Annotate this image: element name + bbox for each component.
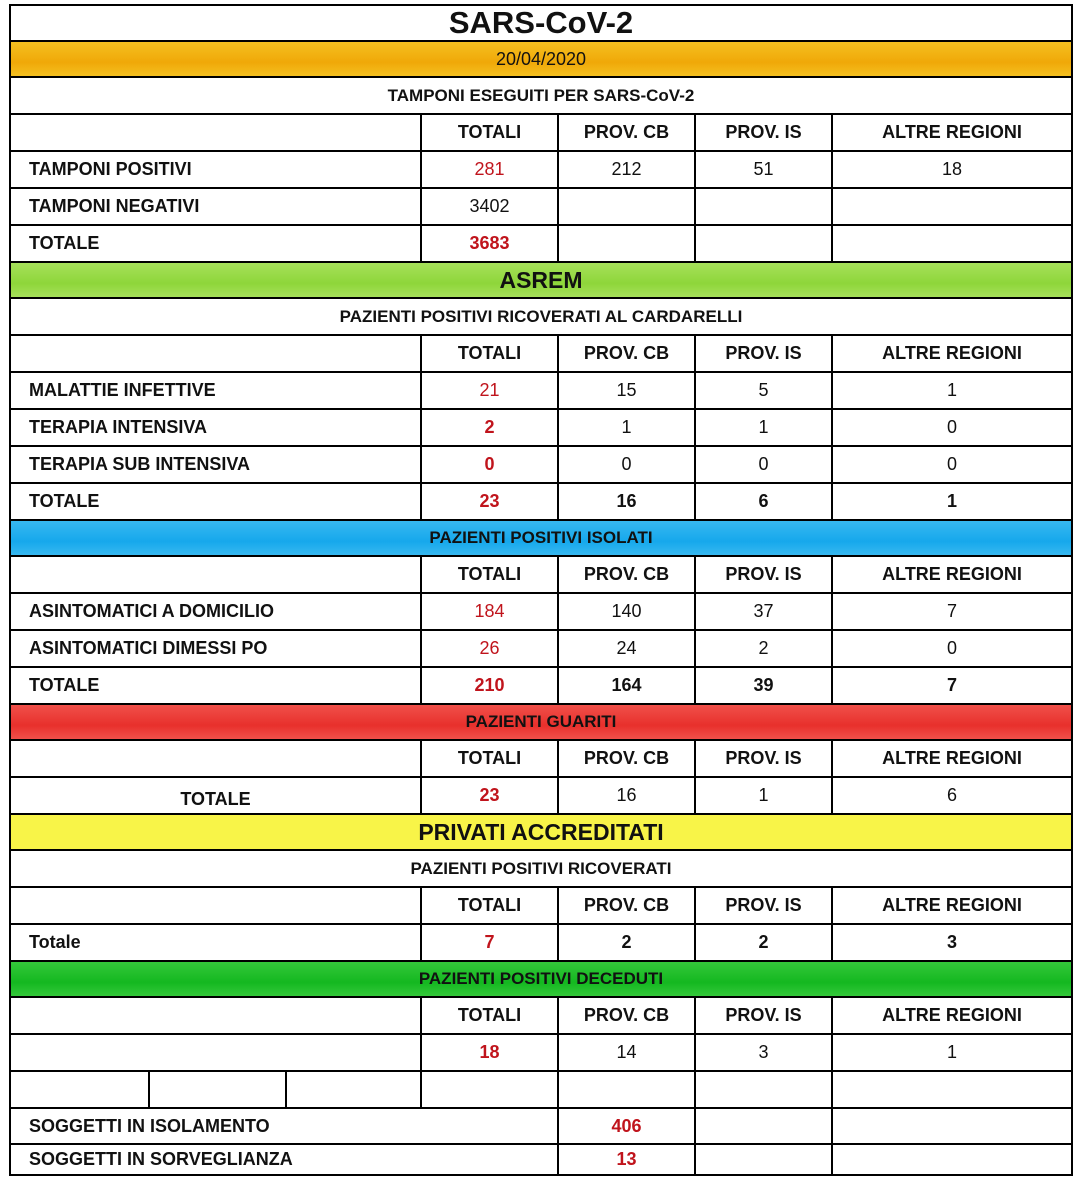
value-prov-cb xyxy=(557,226,694,261)
value-totali: 18 xyxy=(420,1035,557,1070)
blank-cell xyxy=(11,1072,148,1107)
value-altre-regioni: 1 xyxy=(831,484,1071,519)
row-label: TOTALE xyxy=(29,233,100,253)
asrem-subtitle-row xyxy=(9,299,1073,336)
privati-header-row xyxy=(9,888,1073,925)
blank-cell xyxy=(831,1072,1071,1107)
value-totali: 23 xyxy=(420,778,557,813)
row-label: TOTALE xyxy=(29,675,100,695)
asrem-title: ASREM xyxy=(499,266,583,293)
value-prov-is xyxy=(694,226,831,261)
row-label: TERAPIA INTENSIVA xyxy=(29,417,208,437)
blank-cell xyxy=(831,1109,1071,1143)
value-altre-regioni: 3 xyxy=(831,925,1071,960)
row-label: Totale xyxy=(29,932,81,952)
header-empty xyxy=(11,741,420,776)
deceduti-title: PAZIENTI POSITIVI DECEDUTI xyxy=(418,969,664,988)
value-totali: 21 xyxy=(420,373,557,408)
asrem-subtitle: PAZIENTI POSITIVI RICOVERATI AL CARDARELLI xyxy=(339,306,743,326)
value-prov-is: 51 xyxy=(694,152,831,187)
table-row xyxy=(9,189,1073,226)
value-prov-is: 2 xyxy=(694,631,831,666)
title-row xyxy=(9,4,1073,42)
header-totali: TOTALI xyxy=(420,888,557,923)
soggetti-isolamento-value: 406 xyxy=(557,1109,694,1143)
value-altre-regioni xyxy=(831,226,1071,261)
value-totali: 7 xyxy=(420,925,557,960)
blank-row xyxy=(9,1072,1073,1109)
value-prov-cb: 212 xyxy=(557,152,694,187)
row-label xyxy=(11,1035,420,1070)
header-totali: TOTALI xyxy=(420,741,557,776)
guariti-title: PAZIENTI GUARITI xyxy=(465,712,617,731)
privati-subtitle-row xyxy=(9,851,1073,888)
deceduti-title-row xyxy=(9,962,1073,998)
value-prov-cb: 15 xyxy=(557,373,694,408)
value-prov-is: 5 xyxy=(694,373,831,408)
value-prov-cb: 140 xyxy=(557,594,694,629)
report-title: SARS-CoV-2 xyxy=(448,5,634,40)
row-label: TOTALE xyxy=(29,491,100,511)
table-row xyxy=(9,668,1073,705)
value-prov-cb: 2 xyxy=(557,925,694,960)
table-row xyxy=(9,152,1073,189)
isolati-title-row xyxy=(9,521,1073,557)
table-row xyxy=(9,925,1073,962)
value-prov-cb: 16 xyxy=(557,778,694,813)
value-totali: 0 xyxy=(420,447,557,482)
guariti-title-row xyxy=(9,705,1073,741)
value-altre-regioni: 1 xyxy=(831,1035,1071,1070)
header-prov-is: PROV. IS xyxy=(694,557,831,592)
header-prov-cb: PROV. CB xyxy=(557,741,694,776)
value-prov-is: 1 xyxy=(694,410,831,445)
value-prov-cb xyxy=(557,189,694,224)
value-prov-is: 3 xyxy=(694,1035,831,1070)
value-altre-regioni: 1 xyxy=(831,373,1071,408)
table-row xyxy=(9,447,1073,484)
blank-cell xyxy=(694,1145,831,1174)
isolati-title: PAZIENTI POSITIVI ISOLATI xyxy=(429,528,653,547)
row-label: TERAPIA SUB INTENSIVA xyxy=(29,454,251,474)
header-prov-is: PROV. IS xyxy=(694,115,831,150)
table-row xyxy=(9,373,1073,410)
value-prov-is: 2 xyxy=(694,925,831,960)
header-altre-regioni: ALTRE REGIONI xyxy=(831,557,1071,592)
value-prov-cb: 24 xyxy=(557,631,694,666)
value-totali: 3402 xyxy=(420,189,557,224)
tamponi-header-row xyxy=(9,115,1073,152)
value-prov-is: 6 xyxy=(694,484,831,519)
deceduti-header-row xyxy=(9,998,1073,1035)
value-totali: 26 xyxy=(420,631,557,666)
value-totali: 23 xyxy=(420,484,557,519)
value-totali: 3683 xyxy=(420,226,557,261)
header-prov-cb: PROV. CB xyxy=(557,336,694,371)
table-row xyxy=(9,1109,1073,1145)
privati-title-row xyxy=(9,815,1073,851)
table-row xyxy=(9,778,1073,815)
value-prov-cb: 14 xyxy=(557,1035,694,1070)
value-prov-cb: 16 xyxy=(557,484,694,519)
asrem-title-row xyxy=(9,263,1073,299)
table-row xyxy=(9,631,1073,668)
value-altre-regioni: 7 xyxy=(831,668,1071,703)
value-altre-regioni: 6 xyxy=(831,778,1071,813)
table-row xyxy=(9,226,1073,263)
value-totali: 184 xyxy=(420,594,557,629)
blank-cell xyxy=(694,1109,831,1143)
row-label: MALATTIE INFETTIVE xyxy=(29,380,216,400)
value-altre-regioni: 0 xyxy=(831,410,1071,445)
blank-cell xyxy=(285,1072,420,1107)
header-altre-regioni: ALTRE REGIONI xyxy=(831,741,1071,776)
header-altre-regioni: ALTRE REGIONI xyxy=(831,998,1071,1033)
tamponi-title: TAMPONI ESEGUITI PER SARS-CoV-2 xyxy=(387,85,695,105)
isolati-header-row xyxy=(9,557,1073,594)
header-empty xyxy=(11,998,420,1033)
value-prov-cb: 164 xyxy=(557,668,694,703)
header-prov-is: PROV. IS xyxy=(694,336,831,371)
value-altre-regioni: 18 xyxy=(831,152,1071,187)
privati-title: PRIVATI ACCREDITATI xyxy=(418,818,664,845)
value-prov-is: 1 xyxy=(694,778,831,813)
value-totali: 2 xyxy=(420,410,557,445)
soggetti-isolamento-label: SOGGETTI IN ISOLAMENTO xyxy=(29,1115,270,1136)
value-prov-is xyxy=(694,189,831,224)
header-prov-cb: PROV. CB xyxy=(557,888,694,923)
header-prov-is: PROV. IS xyxy=(694,888,831,923)
header-totali: TOTALI xyxy=(420,336,557,371)
header-altre-regioni: ALTRE REGIONI xyxy=(831,336,1071,371)
header-prov-cb: PROV. CB xyxy=(557,998,694,1033)
date-row xyxy=(9,42,1073,78)
table-row xyxy=(9,484,1073,521)
table-row xyxy=(9,1035,1073,1072)
header-altre-regioni: ALTRE REGIONI xyxy=(831,888,1071,923)
blank-cell xyxy=(420,1072,557,1107)
value-prov-is: 37 xyxy=(694,594,831,629)
header-empty xyxy=(11,115,420,150)
header-prov-cb: PROV. CB xyxy=(557,115,694,150)
blank-cell xyxy=(831,1145,1071,1174)
table-row xyxy=(9,1145,1073,1176)
asrem-header-row xyxy=(9,336,1073,373)
header-prov-cb: PROV. CB xyxy=(557,557,694,592)
covid-report-table xyxy=(9,4,1073,1176)
value-prov-is: 0 xyxy=(694,447,831,482)
header-prov-is: PROV. IS xyxy=(694,741,831,776)
guariti-header-row xyxy=(9,741,1073,778)
value-prov-cb: 0 xyxy=(557,447,694,482)
value-prov-cb: 1 xyxy=(557,410,694,445)
header-totali: TOTALI xyxy=(420,115,557,150)
header-totali: TOTALI xyxy=(420,998,557,1033)
value-totali: 281 xyxy=(420,152,557,187)
row-label: ASINTOMATICI DIMESSI PO xyxy=(29,638,268,658)
row-label: TAMPONI NEGATIVI xyxy=(29,196,200,216)
value-altre-regioni: 7 xyxy=(831,594,1071,629)
value-prov-is: 39 xyxy=(694,668,831,703)
tamponi-title-row xyxy=(9,78,1073,115)
table-row xyxy=(9,410,1073,447)
header-empty xyxy=(11,557,420,592)
header-altre-regioni: ALTRE REGIONI xyxy=(831,115,1071,150)
value-altre-regioni: 0 xyxy=(831,447,1071,482)
header-totali: TOTALI xyxy=(420,557,557,592)
blank-cell xyxy=(557,1072,694,1107)
blank-cell xyxy=(148,1072,285,1107)
value-altre-regioni xyxy=(831,189,1071,224)
soggetti-sorveglianza-value: 13 xyxy=(557,1145,694,1174)
value-altre-regioni: 0 xyxy=(831,631,1071,666)
header-empty xyxy=(11,888,420,923)
header-prov-is: PROV. IS xyxy=(694,998,831,1033)
header-empty xyxy=(11,336,420,371)
blank-cell xyxy=(694,1072,831,1107)
value-totali: 210 xyxy=(420,668,557,703)
row-label: TOTALE xyxy=(180,789,251,809)
row-label: TAMPONI POSITIVI xyxy=(29,159,192,179)
table-row xyxy=(9,594,1073,631)
privati-subtitle: PAZIENTI POSITIVI RICOVERATI xyxy=(410,858,672,878)
report-date: 20/04/2020 xyxy=(495,48,587,69)
soggetti-sorveglianza-label: SOGGETTI IN SORVEGLIANZA xyxy=(29,1149,293,1169)
row-label: ASINTOMATICI A DOMICILIO xyxy=(29,601,274,621)
